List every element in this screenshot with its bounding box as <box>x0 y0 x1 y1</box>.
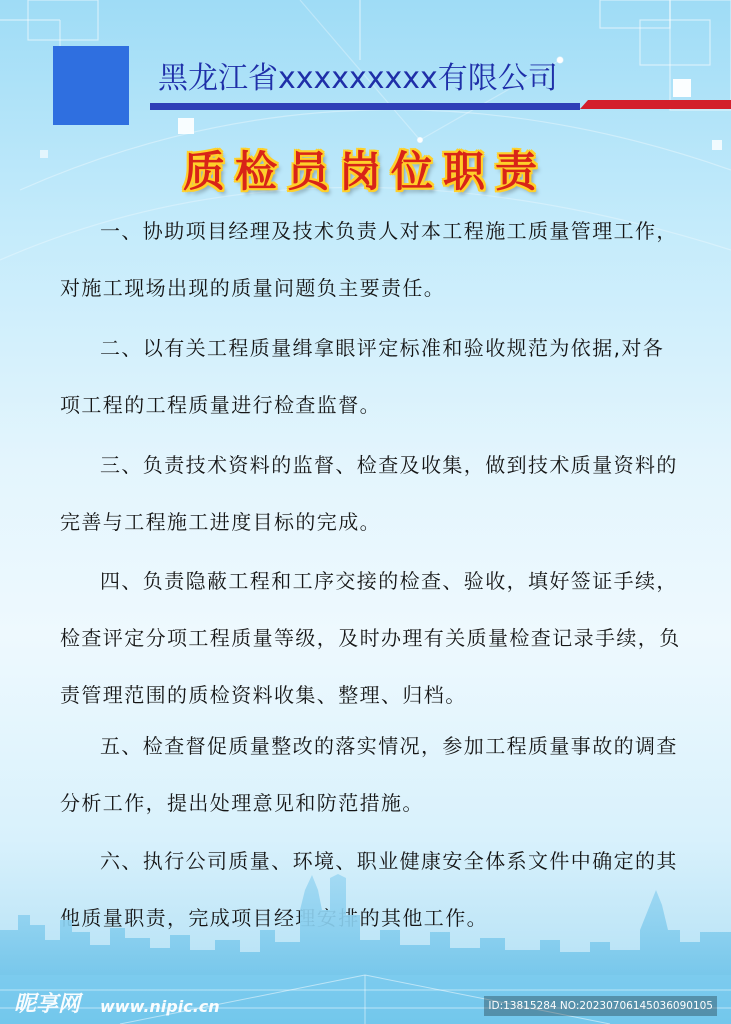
blue-square-decoration <box>53 46 129 125</box>
watermark-id: ID:13815284 NO:20230706145036090105 <box>484 996 717 1016</box>
duty-item-2: 二、以有关工程质量缉拿眼评定标准和验收规范为依据,对各项工程的工程质量进行检查监督。 <box>60 336 665 417</box>
red-underline-bar <box>580 100 731 109</box>
company-name: 黑龙江省xxxxxxxxx有限公司 <box>158 61 558 96</box>
duty-item-1: 一、协助项目经理及技术负责人对本工程施工质量管理工作，对施工现场出现的质量问题负主要责任。 <box>60 219 678 300</box>
poster-title: 质检员岗位职责 <box>182 147 547 196</box>
duty-item-6: 六、执行公司质量、环境、职业健康安全体系文件中确定的其他质量职责，完成项目经理安排的其他工作。 <box>60 849 678 930</box>
watermark-url: www.nipic.cn <box>100 997 220 1016</box>
blue-underline-bar <box>150 103 580 110</box>
duty-item-3: 三、负责技术资料的监督、检查及收集，做到技术质量资料的完善与工程施工进度目标的完成。 <box>60 453 678 534</box>
duty-item-4: 四、负责隐蔽工程和工序交接的检查、验收，填好签证手续，检查评定分项工程质量等级，及时办理有关质量检查记录手续，负责管理范围的质检资料收集、整理、归档。 <box>60 569 681 707</box>
duty-item-5: 五、检查督促质量整改的落实情况，参加工程质量事故的调查分析工作，提出处理意见和防范措施。 <box>60 734 678 815</box>
watermark-logo: 昵享网 <box>14 992 81 1017</box>
